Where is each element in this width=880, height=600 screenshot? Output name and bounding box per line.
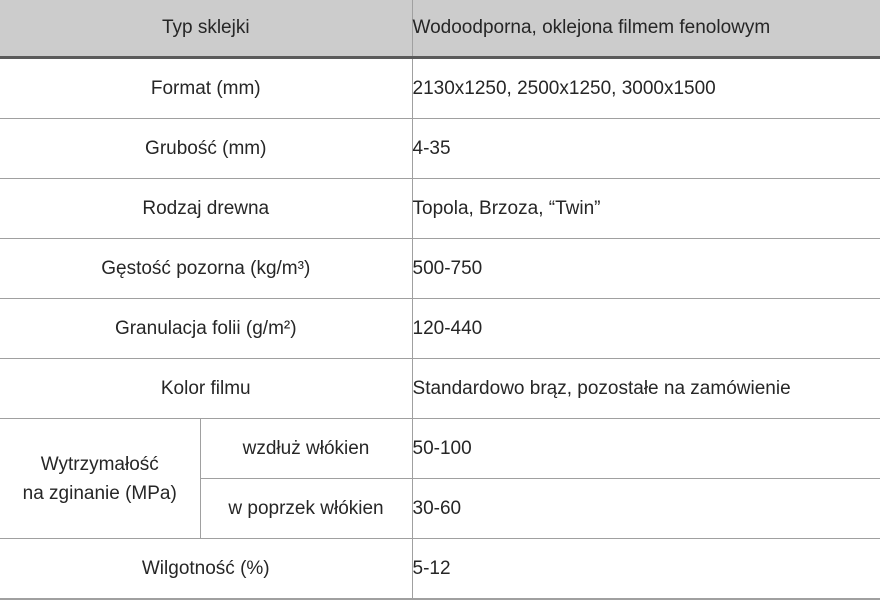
sub-row-label: w poprzek włókien bbox=[200, 479, 412, 539]
sub-row-value: 30-60 bbox=[412, 479, 880, 539]
group-label-line-2: na zginanie (MPa) bbox=[22, 482, 177, 504]
header-row bbox=[0, 0, 880, 58]
row-value: Topola, Brzoza, “Twin” bbox=[412, 179, 880, 239]
sub-row-value: 50-100 bbox=[412, 419, 880, 479]
header-value-plywood-type: Wodoodporna, oklejona filmem fenolowym bbox=[412, 0, 880, 58]
row-value: 120-440 bbox=[412, 299, 880, 359]
row-value: 2130x1250, 2500x1250, 3000x1500 bbox=[412, 58, 880, 119]
table-row-gestosc bbox=[0, 239, 880, 299]
row-value: 5-12 bbox=[412, 539, 880, 600]
row-label: Format (mm) bbox=[0, 58, 412, 119]
row-label: Kolor filmu bbox=[0, 359, 412, 419]
row-value: 500-750 bbox=[412, 239, 880, 299]
table-row-granulacja bbox=[0, 299, 880, 359]
row-label: Grubość (mm) bbox=[0, 119, 412, 179]
table-row-wytrzymalosc-wzdluz bbox=[0, 419, 880, 479]
row-label: Granulacja folii (g/m²) bbox=[0, 299, 412, 359]
table-row-kolor-filmu bbox=[0, 359, 880, 419]
row-value: Standardowo brąz, pozostałe na zamówienie bbox=[412, 359, 880, 419]
sub-row-label: wzdłuż włókien bbox=[200, 419, 412, 479]
row-label: Rodzaj drewna bbox=[0, 179, 412, 239]
row-value: 4-35 bbox=[412, 119, 880, 179]
header-label-typ-sklejki: Typ sklejki bbox=[0, 0, 412, 58]
row-label: Wilgotność (%) bbox=[0, 539, 412, 600]
group-label-line-1: Wytrzymałość bbox=[40, 453, 159, 475]
group-label-wytrzymalosc bbox=[0, 419, 200, 539]
row-label: Gęstość pozorna (kg/m³) bbox=[0, 239, 412, 299]
table-row-rodzaj-drewna bbox=[0, 179, 880, 239]
table-row-format bbox=[0, 58, 880, 119]
table-row-wilgotnosc bbox=[0, 539, 880, 600]
table-row-grubosc bbox=[0, 119, 880, 179]
